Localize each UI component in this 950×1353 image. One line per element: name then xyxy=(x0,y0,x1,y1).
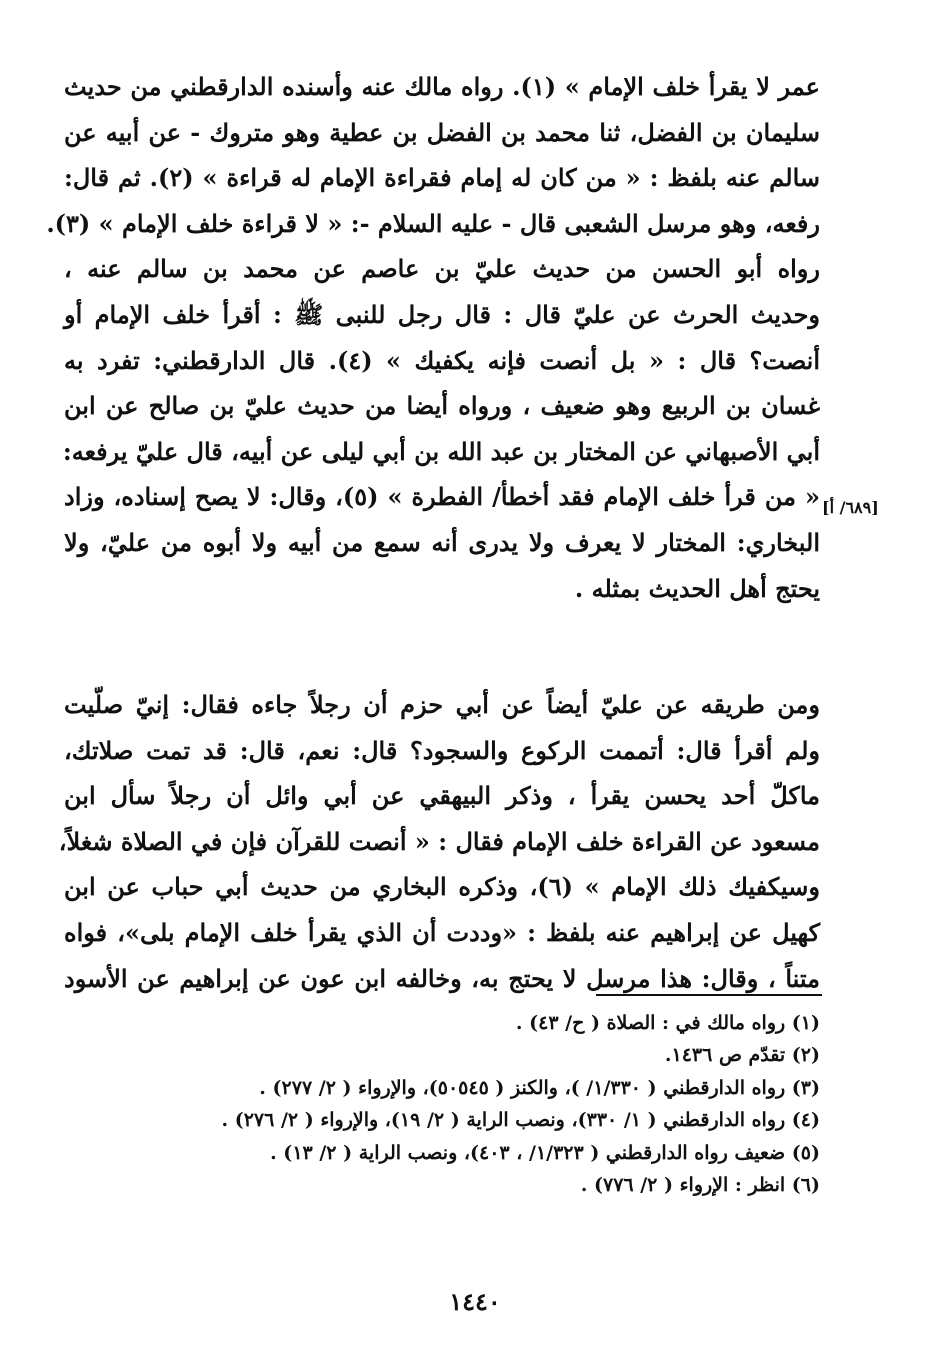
footnote: (٥) ضعيف رواه الدارقطني ( ١/٣٢٣/ ، ٤٠٣)، ونصب الراية ( ٢/ ١٣) . xyxy=(270,1141,820,1164)
text-line: ولم أقرأ قال: أتممت الركوع والسجود؟ قال: نعم، قال: قد تمت صلاتك، xyxy=(64,735,820,765)
footnote: (٣) رواه الدارقطني ( ١/٣٣٠/ )، والكنز ( ٥٠٥٤٥)، والإرواء ( ٢/ ٢٧٧) . xyxy=(259,1076,820,1099)
text-line: عمر لا يقرأ خلف الإمام » (١). رواه مالك عنه وأسنده الدارقطني من حديث xyxy=(64,72,820,101)
main-text-paragraph-1 xyxy=(46,64,821,611)
text-line: كهيل عن إبراهيم عنه بلفظ : «وددت أن الذي يقرأ خلف الإمام بلى»، فواه xyxy=(64,917,820,947)
page-number: ١٤٤٠ xyxy=(449,1287,501,1316)
manuscript-folio-reference: [٦٨٩/ أ] xyxy=(822,498,879,517)
text-line: رواه أبو الحسن من حديث عليّ بن عاصم عن محمد بن سالم عنه ، xyxy=(64,254,820,284)
text-line: « من قرأ خلف الإمام فقد أخطأ/ الفطرة » (٥)، وقال: لا يصح إسناده، وزاد xyxy=(64,482,820,512)
text-line: البخاري: المختار لا يعرف ولا يدرى أنه سمع من أبيه ولا أبوه من عليّ، ولا xyxy=(64,527,820,557)
footnote-separator xyxy=(596,994,822,996)
footnote: (٢) تقدّم ص ١٤٣٦. xyxy=(664,1044,820,1067)
main-text-paragraph-2 xyxy=(58,682,820,1001)
footnote: (٤) رواه الدارقطني ( ١/ ٣٣٠)، ونصب الراية ( ٢/ ١٩)، والإرواء ( ٢/ ٢٧٦) . xyxy=(221,1109,820,1132)
text-line: سالم عنه بلفظ : « من كان له إمام فقراءة الإمام له قراءة » (٢). ثم قال: xyxy=(64,163,821,193)
text-line: أنصت؟ قال : « بل أنصت فإنه يكفيك » (٤). قال الدارقطني: تفرد به xyxy=(64,345,820,375)
text-line: غسان بن الربيع وهو ضعيف ، ورواه أيضا من حديث عليّ بن صالح عن ابن xyxy=(64,391,820,421)
text-line: وسيكفيك ذلك الإمام » (٦)، وذكره البخاري من حديث أبي حباب عن ابن xyxy=(64,872,820,902)
footnote: (١) رواه مالك في : الصلاة ( ح/ ٤٣) . xyxy=(515,1012,820,1034)
text-line: متناً ، وقال: هذا مرسل لا يحتج به، وخالفه ابن عون عن إبراهيم عن الأسود xyxy=(64,963,820,993)
text-line: ومن طريقه عن عليّ أيضاً عن أبي حزم أن رجلاً جاءه فقال: إنيّ صلّيت xyxy=(64,690,820,719)
footnote: (٦) انظر : الإرواء ( ٢/ ٧٧٦) . xyxy=(580,1174,820,1197)
text-line: سليمان بن الفضل، ثنا محمد بن الفضل بن عطية وهو متروك - عن أبيه عن xyxy=(64,117,820,147)
footnotes xyxy=(100,1007,820,1201)
text-line: رفعه، وهو مرسل الشعبى قال - عليه السلام -: « لا قراءة خلف الإمام » (٣). xyxy=(46,208,820,238)
text-line: يحتج أهل الحديث بمثله . xyxy=(574,573,820,603)
text-line: ماكلّ أحد يحسن يقرأ ، وذكر البيهقي عن أبي وائل أن رجلاً سأل ابن xyxy=(64,781,820,811)
text-line: وحديث الحرث عن عليّ قال : قال رجل للنبى ﷺ : أقرأ خلف الإمام أو xyxy=(64,299,820,329)
text-line: مسعود عن القراءة خلف الإمام فقال : « أنصت للقرآن فإن في الصلاة شغلاً، xyxy=(58,826,820,856)
text-line: أبي الأصبهاني عن المختار بن عبد الله بن أبي ليلى عن أبيه، قال عليّ يرفعه: xyxy=(62,436,820,466)
